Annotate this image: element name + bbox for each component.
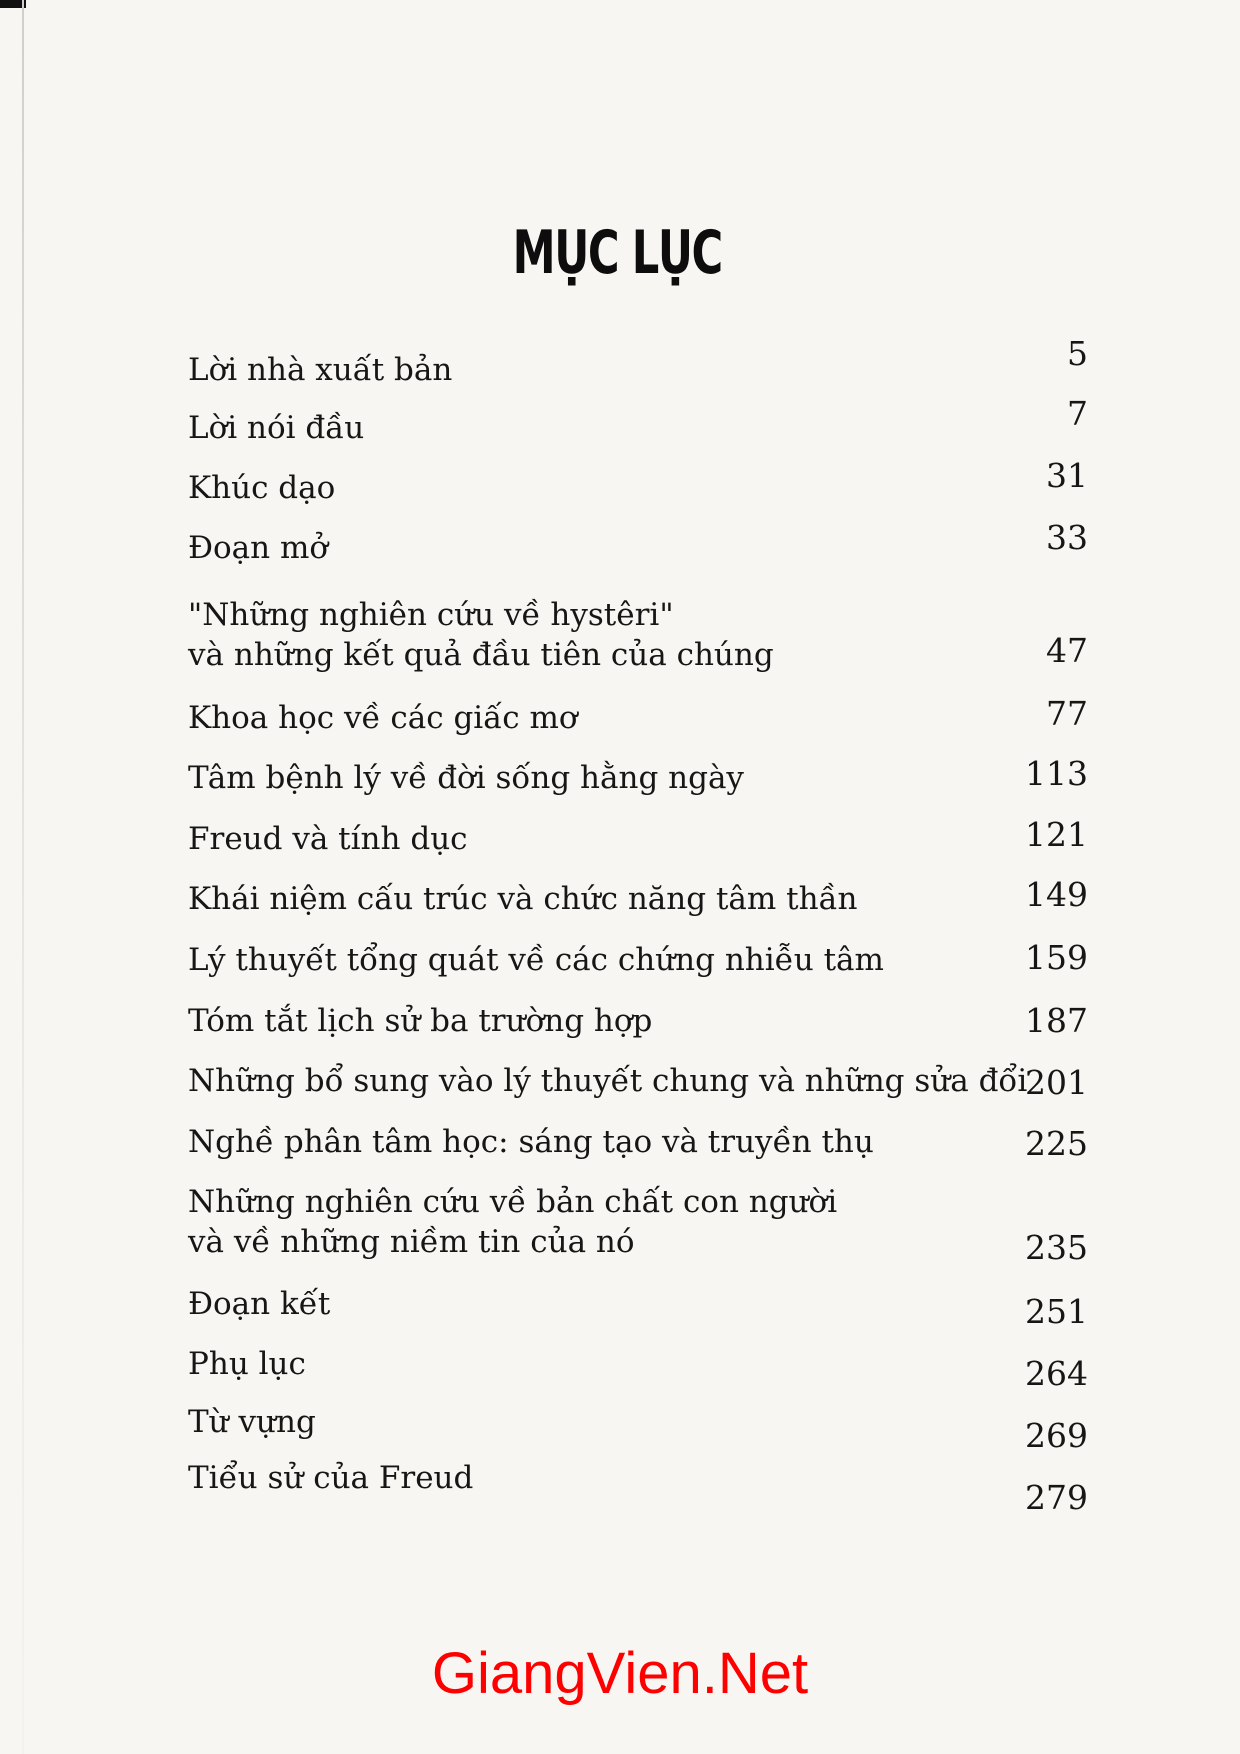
toc-entry-title-line2: và về những niềm tin của nó [188,1224,635,1260]
toc-entry-title: Freud và tính dục [188,821,468,857]
toc-entry-title: Tâm bệnh lý về đời sống hằng ngày [188,760,744,796]
toc-entry-page: 269 [1025,1416,1088,1455]
toc-entry-page: 7 [1067,394,1088,433]
toc-entry-page: 264 [1025,1354,1088,1393]
toc-entry-page: 149 [1025,875,1088,914]
toc-entry-title-block [188,595,774,675]
toc-entry-title: "Những nghiên cứu về hystêri" [188,597,674,633]
toc-entry-page: 279 [1025,1478,1088,1517]
page-edge [22,0,24,1754]
toc-entry-page: 251 [1025,1292,1088,1331]
toc-entry-title: Lý thuyết tổng quát về các chứng nhiễu tâm [188,942,884,978]
toc-entry-page: 235 [1025,1228,1088,1267]
toc-entry-title: Lời nhà xuất bản [188,352,453,388]
toc-entry-page: 47 [1046,631,1088,670]
toc-entry-page: 31 [1046,456,1088,495]
toc-entry-title: Khoa học về các giấc mơ [188,700,578,736]
page-title: MỤC LỤC [512,218,722,288]
toc-entry-title: Khúc dạo [188,470,336,506]
toc-entry-page: 201 [1025,1063,1088,1102]
toc-entry-title: Nghề phân tâm học: sáng tạo và truyền thụ [188,1124,874,1160]
toc-entry-page: 187 [1025,1001,1088,1040]
toc-entry-title: Tóm tắt lịch sử ba trường hợp [188,1003,653,1039]
toc-entry-title: Lời nói đầu [188,410,365,446]
toc-entry-title-block [188,1182,837,1262]
toc-entry-title-line2: và những kết quả đầu tiên của chúng [188,637,774,673]
toc-entry-page: 77 [1046,694,1088,733]
toc-entry-title: Đoạn mở [188,530,329,566]
toc-entry-page: 225 [1025,1124,1088,1163]
toc-entry-title: Tiểu sử của Freud [188,1460,474,1496]
toc-entry-title: Phụ lục [188,1346,306,1382]
toc-entry-title: Từ vựng [188,1404,316,1440]
toc-entry-title: Những bổ sung vào lý thuyết chung và những sửa đổi [188,1063,1028,1099]
toc-entry-page: 159 [1025,938,1088,977]
toc-entry-title: Đoạn kết [188,1286,331,1322]
toc-entry-page: 5 [1067,334,1088,373]
toc-entry-page: 33 [1046,518,1088,557]
toc-entry-title: Khái niệm cấu trúc và chức năng tâm thần [188,881,858,917]
toc-entry-page: 121 [1025,815,1088,854]
footer-watermark[interactable]: GiangVien.Net [431,1641,809,1706]
toc-entry-page: 113 [1025,754,1088,793]
toc-entry-title: Những nghiên cứu về bản chất con người [188,1184,838,1220]
